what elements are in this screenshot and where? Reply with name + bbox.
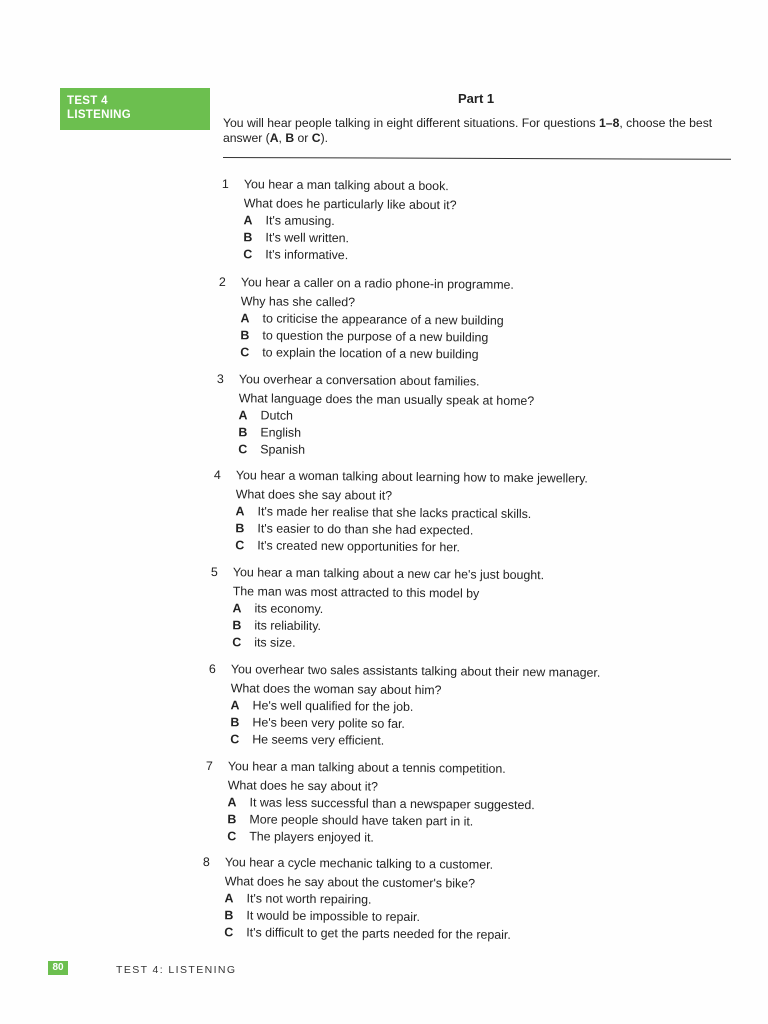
option-c <box>224 924 511 944</box>
option-c <box>227 828 534 848</box>
question-number: 1 <box>221 176 229 192</box>
option-text: It's informative. <box>265 247 349 263</box>
question-prompt: What does he say about the customer's bike? <box>224 874 476 891</box>
question-stem: You hear a man talking about a tennis competition. <box>227 759 506 776</box>
question-prompt: The man was most attracted to this model by <box>232 584 480 601</box>
option-text: It's easier to do than she had expected. <box>257 521 474 538</box>
question-8 <box>202 854 511 944</box>
question-2 <box>218 274 514 364</box>
option-c <box>232 634 543 654</box>
question-stem: You hear a caller on a radio phone-in programme. <box>240 275 514 292</box>
option-text: It's difficult to get the parts needed for the repair. <box>246 925 511 942</box>
option-text: It would be impossible to repair. <box>246 908 421 925</box>
question-number: 3 <box>216 371 224 387</box>
option-text: He's well qualified for the job. <box>252 698 414 714</box>
question-stem: You hear a man talking about a book. <box>243 177 449 194</box>
option-letter: A <box>227 795 237 810</box>
option-letter: B <box>235 521 245 536</box>
question-prompt: What language does the man usually speak at home? <box>238 391 535 409</box>
question-number: 2 <box>218 274 226 290</box>
option-letter: B <box>224 908 234 923</box>
option-text: It's well written. <box>265 230 350 246</box>
part-title: Part 1 <box>458 91 495 106</box>
question-4 <box>213 467 588 558</box>
question-1 <box>221 176 457 265</box>
question-prompt: What does she say about it? <box>235 487 393 503</box>
option-letter: C <box>243 247 253 262</box>
option-letter: A <box>243 213 253 228</box>
instructions-a: A <box>269 131 279 145</box>
option-c <box>240 344 513 364</box>
option-text: to explain the location of a new building <box>262 345 479 362</box>
option-letter: B <box>243 230 253 245</box>
option-text: its economy. <box>254 601 324 617</box>
question-prompt: What does the woman say about him? <box>230 681 442 698</box>
running-title: TEST 4: LISTENING <box>116 964 237 976</box>
option-letter: C <box>224 925 234 940</box>
option-text: It's made her realise that she lacks practical skills. <box>257 504 532 522</box>
option-letter: A <box>230 698 240 713</box>
option-letter: B <box>227 812 237 827</box>
question-6 <box>208 661 600 752</box>
page-number: 80 <box>48 961 68 975</box>
option-text: He's been very polite so far. <box>252 715 405 731</box>
option-text: Dutch <box>260 408 294 423</box>
option-letter: C <box>232 635 242 650</box>
option-letter: B <box>232 618 242 633</box>
question-number: 6 <box>208 661 216 677</box>
option-text: It's amusing. <box>265 213 335 229</box>
question-number: 7 <box>205 758 213 774</box>
instructions-comma: , <box>278 131 286 145</box>
option-letter: B <box>240 328 250 343</box>
option-text: its reliability. <box>254 618 322 634</box>
option-text: It was less successful than a newspaper suggested. <box>249 795 535 813</box>
question-stem: You hear a man talking about a new car he's just bought. <box>232 565 545 583</box>
option-letter: A <box>238 408 248 423</box>
test-tag-line1: TEST 4 <box>67 95 108 107</box>
question-prompt: What does he particularly like about it? <box>243 196 457 213</box>
question-number: 8 <box>202 854 210 870</box>
option-letter: A <box>232 601 242 616</box>
option-a <box>243 212 456 231</box>
option-letter: B <box>238 425 248 440</box>
instructions-or: or <box>294 131 312 145</box>
option-c <box>230 731 600 752</box>
test-tag-line2: LISTENING <box>67 109 132 121</box>
question-7 <box>205 758 535 848</box>
option-letter: C <box>238 442 248 457</box>
question-stem: You hear a woman talking about learning how to make jewellery. <box>235 468 588 486</box>
instructions-b: B <box>285 131 295 145</box>
instructions-mid: , choose the best answer ( <box>223 116 713 145</box>
option-c <box>243 246 456 265</box>
instructions-end: ). <box>320 131 329 145</box>
option-letter: B <box>230 715 240 730</box>
question-3 <box>216 371 534 461</box>
question-number: 5 <box>210 564 218 580</box>
question-stem: You overhear two sales assistants talking about their new manager. <box>230 662 601 680</box>
option-c <box>238 441 534 461</box>
option-text: More people should have taken part in it. <box>249 812 474 829</box>
instructions-range: 1–8 <box>599 116 620 130</box>
question-prompt: Why has she called? <box>240 294 356 310</box>
option-letter: C <box>230 732 240 747</box>
option-text: Spanish <box>260 442 306 457</box>
option-letter: A <box>224 891 234 906</box>
question-stem: You overhear a conversation about families. <box>238 372 480 389</box>
instructions-c: C <box>311 131 321 145</box>
option-b <box>243 229 456 248</box>
question-stem: You hear a cycle mechanic talking to a customer. <box>224 855 494 872</box>
question-5 <box>210 564 544 654</box>
option-letter: A <box>240 311 250 326</box>
option-letter: A <box>235 504 245 519</box>
option-text: its size. <box>254 635 296 650</box>
option-text: It's not worth repairing. <box>246 891 372 907</box>
option-letter: C <box>240 345 250 360</box>
instructions-pre: You will hear people talking in eight different situations. For questions <box>223 116 600 130</box>
option-letter: C <box>235 538 245 553</box>
question-prompt: What does he say about it? <box>227 778 378 794</box>
option-text: to criticise the appearance of a new building <box>262 311 504 328</box>
option-text: The players enjoyed it. <box>249 829 374 845</box>
option-text: English <box>260 425 302 440</box>
option-text: to question the purpose of a new building <box>262 328 489 345</box>
option-letter: C <box>227 829 237 844</box>
option-c <box>235 537 587 557</box>
question-number: 4 <box>213 467 221 483</box>
option-text: He seems very efficient. <box>252 732 385 748</box>
option-text: It's created new opportunities for her. <box>257 538 461 555</box>
